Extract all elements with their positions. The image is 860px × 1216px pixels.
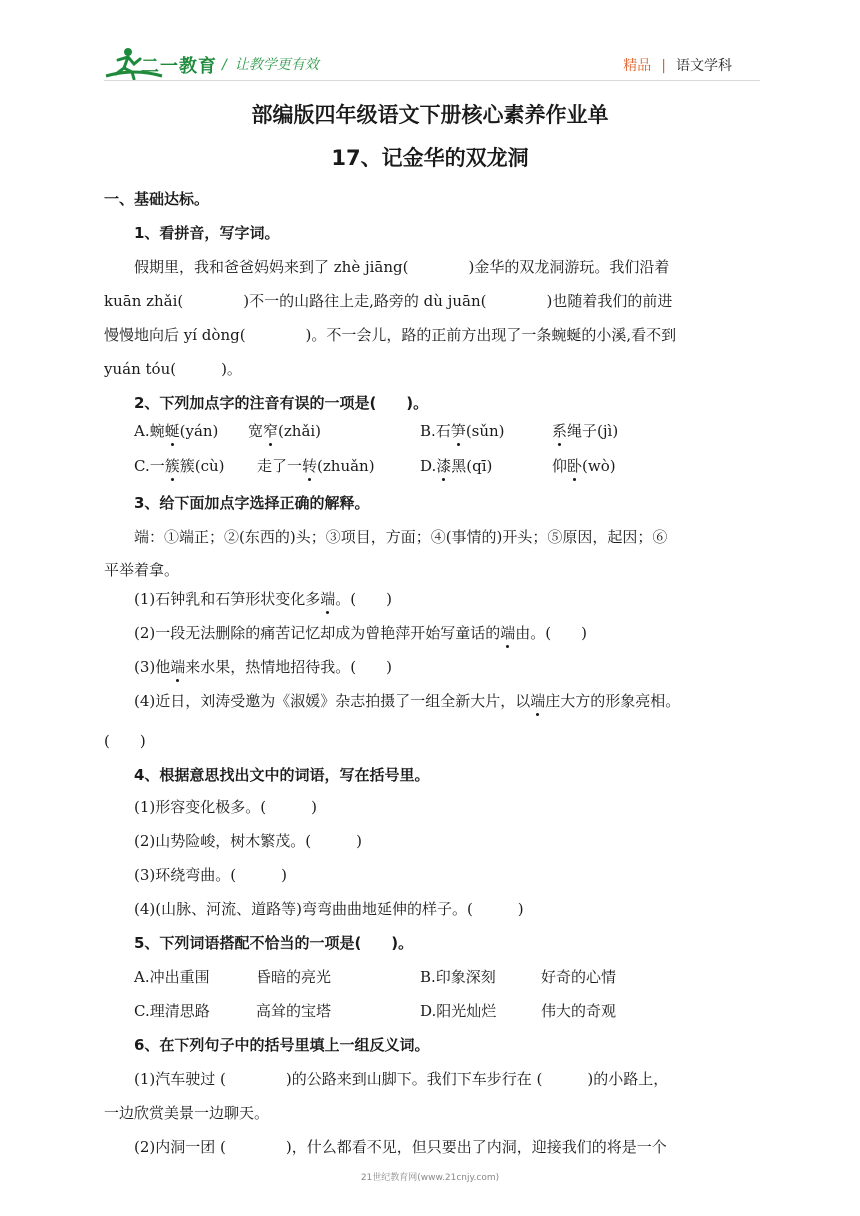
q5-c-1: C.理清思路 — [134, 1002, 210, 1020]
q5-d-2: 伟大的奇观 — [541, 1002, 617, 1020]
q2-a-text: A.蜿 — [134, 422, 165, 440]
q2-a2-dotted: 窄 — [263, 422, 279, 440]
q5-title: 5、下列词语搭配不恰当的一项是( )。 — [134, 934, 414, 952]
q3-s4-dotted: 端 — [530, 692, 546, 710]
q2-c2-pinyin: (zhuǎn) — [317, 457, 375, 475]
q5-a-2: 昏暗的亮光 — [256, 968, 332, 986]
premium-tag: 精品 — [623, 58, 652, 74]
q2-title: 2、下列加点字的注音有误的一项是( )。 — [134, 394, 429, 412]
q2-a-dotted: 蜒 — [164, 422, 180, 440]
tag-separator: | — [661, 58, 666, 74]
q3-s2-dotted: 端 — [500, 624, 516, 642]
q5-b-2: 好奇的心情 — [541, 968, 617, 986]
doc-title: 部编版四年级语文下册核心素养作业单 — [251, 103, 609, 127]
subject-tag: 语文学科 — [676, 58, 732, 74]
q1-line-1: 假期里，我和爸爸妈妈来到了 zhè jiāng( )金华的双龙洞游玩。我们沿着 — [134, 258, 670, 276]
q3-s4-tail: 庄大方的形象亮相。 — [545, 692, 681, 710]
q3-def-1: 端：①端正；②(东西的)头；③项目，方面；④(事情的)开头；⑤原因，起因；⑥ — [134, 528, 668, 546]
q3-s3-dotted: 端 — [170, 658, 186, 676]
q3-sentence-3 — [134, 656, 392, 677]
q2-b2-dotted: 系 — [552, 422, 568, 440]
q2-option-a — [134, 420, 218, 441]
q2-b2-text: 绳子(jì) — [567, 422, 619, 440]
header-tags — [623, 55, 732, 75]
section-basic: 一、基础达标。 — [104, 190, 210, 208]
q5-d-1: D.阳光灿烂 — [420, 1002, 497, 1020]
q3-s4-text: (4)近日，刘涛受邀为《淑媛》杂志拍摄了一组全新大片，以 — [134, 692, 531, 710]
q3-s3-tail: 来水果，热情地招待我。( ) — [185, 658, 392, 676]
q4-item-4: (4)(山脉、河流、道路等)弯弯曲曲地延伸的样子。( ) — [134, 900, 524, 918]
q1-line-3: 慢慢地向后 yí dòng( )。不一会儿，路的正前方出现了一条蜿蜒的小溪,看不到 — [104, 326, 677, 344]
q4-item-2: (2)山势险峻，树木繁茂。( ) — [134, 832, 362, 850]
q2-d-text: D. — [420, 457, 437, 475]
q2-option-b — [420, 420, 505, 441]
header-divider — [104, 80, 760, 81]
q3-sentence-4 — [134, 690, 680, 711]
q2-d-dotted: 漆 — [436, 457, 452, 475]
q3-sentence-4-answer: ( ) — [104, 732, 146, 750]
q2-a2-text: 宽 — [248, 422, 264, 440]
q5-b-1: B.印象深刻 — [420, 968, 496, 986]
q2-option-d — [420, 455, 492, 476]
q2-c-text: C.一 — [134, 457, 165, 475]
q2-d2-pinyin: (wò) — [582, 457, 616, 475]
q2-c2-dotted: 转 — [302, 457, 318, 475]
q2-c-dotted: 簇 — [164, 457, 180, 475]
q2-b-pinyin: (sǔn) — [465, 422, 505, 440]
q3-s2-tail: 由。( ) — [515, 624, 587, 642]
brand-slogan — [222, 54, 319, 74]
slogan-text: 让教学更有效 — [234, 57, 319, 73]
q2-option-c2 — [257, 455, 375, 476]
q2-c2-text: 走了一 — [257, 457, 303, 475]
q3-sentence-2 — [134, 622, 587, 643]
q3-s1-dotted: 端 — [320, 590, 336, 608]
q4-title: 4、根据意思找出文中的词语，写在括号里。 — [134, 766, 430, 784]
q4-item-1: (1)形容变化极多。( ) — [134, 798, 317, 816]
q6-line-3: (2)内洞一团 ( )，什么都看不见，但只要出了内洞，迎接我们的将是一个 — [134, 1138, 667, 1156]
doc-subtitle: 17、记金华的双龙洞 — [331, 146, 529, 170]
q1-title: 1、看拼音，写字词。 — [134, 224, 280, 242]
q5-a-1: A.冲出重围 — [134, 968, 210, 986]
q4-item-3: (3)环绕弯曲。( ) — [134, 866, 287, 884]
q2-d2-dotted: 卧 — [567, 457, 583, 475]
q3-s1-text: (1)石钟乳和石笋形状变化多 — [134, 590, 321, 608]
q2-option-d2 — [552, 455, 616, 476]
q1-line-4: yuán tóu( )。 — [104, 360, 242, 378]
q2-d-pinyin: 黑(qī) — [451, 457, 493, 475]
q2-b-dotted: 笋 — [450, 422, 466, 440]
q2-a2-pinyin: (zhǎi) — [278, 422, 322, 440]
q6-title: 6、在下列句子中的括号里填上一组反义词。 — [134, 1036, 430, 1054]
q3-sentence-1 — [134, 588, 392, 609]
q3-s1-tail: 。( ) — [335, 590, 392, 608]
q2-d2-text: 仰 — [552, 457, 568, 475]
brand-name: 二一教育 — [141, 56, 217, 77]
page-footer: 21世纪教育网(www.21cnjy.com) — [360, 1173, 500, 1183]
q6-line-2: 一边欣赏美景一边聊天。 — [104, 1104, 270, 1122]
q3-def-2: 平举着拿。 — [104, 561, 180, 579]
q2-b-text: B.石 — [420, 422, 451, 440]
q5-c-2: 高耸的宝塔 — [256, 1002, 332, 1020]
slogan-slash: / — [222, 57, 227, 73]
q3-title: 3、给下面加点字选择正确的解释。 — [134, 494, 370, 512]
q2-option-a2 — [248, 420, 321, 441]
q2-a-pinyin: (yán) — [179, 422, 219, 440]
q2-option-b2 — [552, 420, 618, 441]
q2-option-c — [134, 455, 225, 476]
q3-s2-text: (2)一段无法删除的痛苦记忆却成为曾艳萍开始写童话的 — [134, 624, 501, 642]
q2-c-pinyin: 簇(cù) — [179, 457, 225, 475]
q3-s3-text: (3)他 — [134, 658, 171, 676]
q6-line-1: (1)汽车驶过 ( )的公路来到山脚下。我们下车步行在 ( )的小路上， — [134, 1070, 669, 1088]
page-header — [0, 0, 860, 90]
q1-line-2: kuān zhǎi( )不一的山路往上走,路旁的 dù juān( )也随着我们的前进 — [104, 292, 673, 310]
